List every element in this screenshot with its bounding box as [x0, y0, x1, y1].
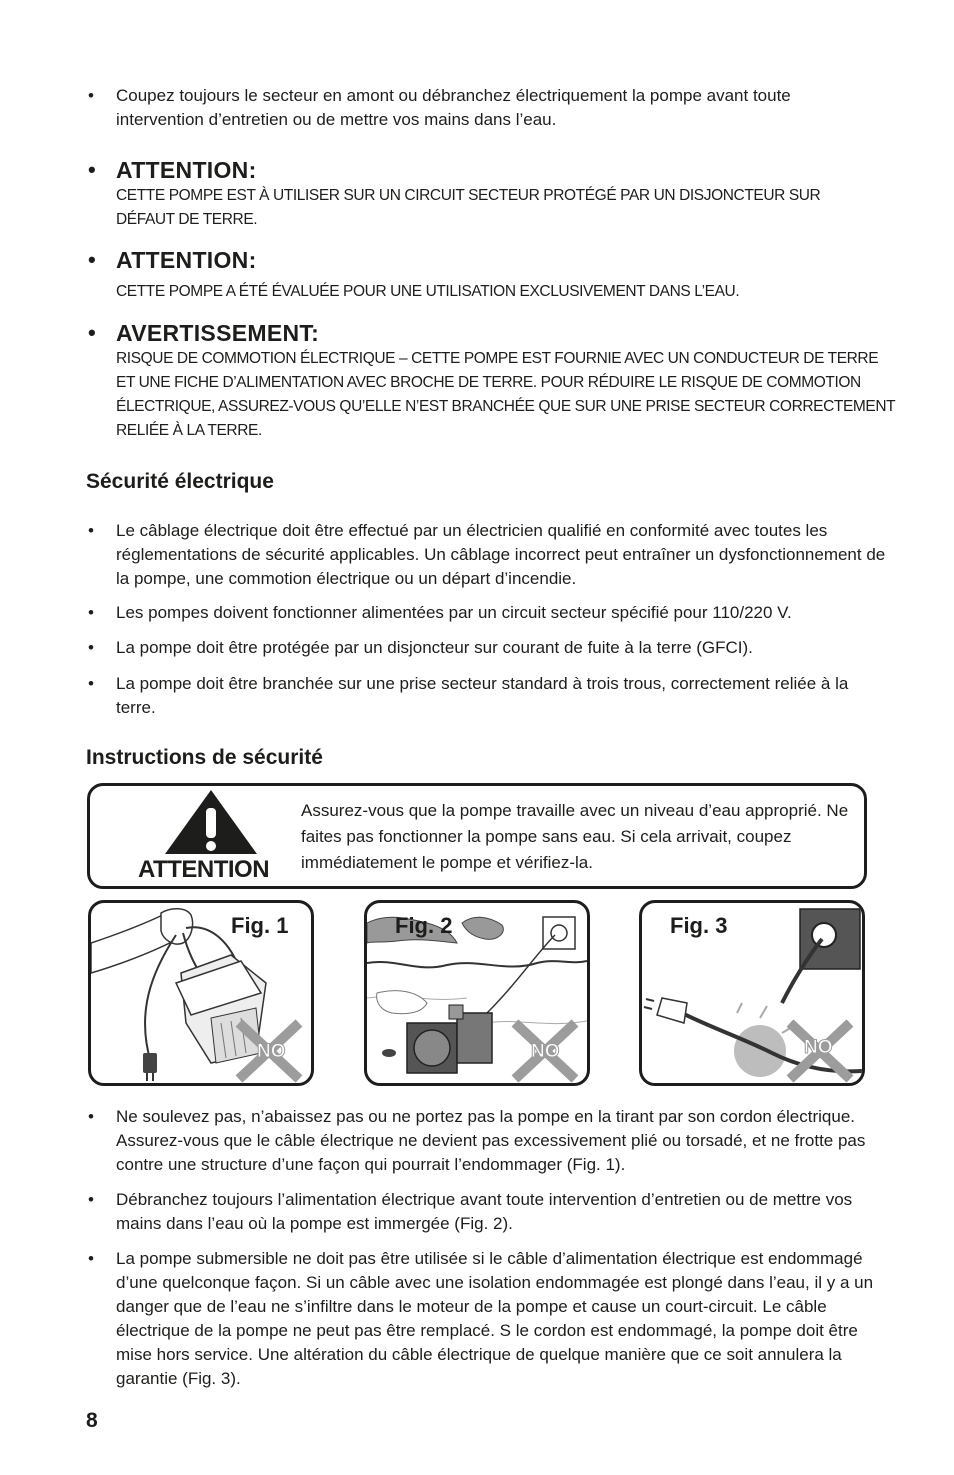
heading-electrical-safety: Sécurité électrique	[86, 470, 274, 493]
figure-2	[364, 900, 590, 1086]
figure-1	[88, 900, 314, 1086]
warning-title: AVERTISSEMENT:	[116, 320, 320, 346]
list-item-text: Les pompes doivent fonctionner alimentées par un circuit secteur spécifié pour 110/220 V.	[116, 603, 792, 622]
list-item	[88, 672, 888, 720]
heading-safety-instructions: Instructions de sécurité	[86, 746, 323, 769]
list-item-text: Ne soulevez pas, n’abaissez pas ou ne portez pas la pompe en la tirant par son cordon électrique. Assurez-vous que le câble électrique ne devient pas excessivement plié ou torsadé, et ne frotte pas contre une structure d’une façon qui pourrait l’endommager (Fig. 1).	[116, 1107, 866, 1174]
figure-label: Fig. 3	[670, 913, 728, 938]
bullet-dot: •	[88, 674, 94, 693]
list-item	[88, 601, 888, 625]
list-item-text: La pompe doit être branchée sur une prise secteur standard à trois trous, correctement reliée à la terre.	[116, 674, 849, 717]
bullet-unplug	[88, 84, 888, 132]
warning-attention-1	[88, 156, 888, 232]
figure-label: Fig. 2	[395, 913, 453, 938]
warning-avertissement	[88, 319, 895, 443]
warning-attention-2	[88, 246, 888, 304]
list-item	[88, 519, 888, 591]
list-item	[88, 1247, 888, 1391]
warning-title: ATTENTION:	[116, 247, 257, 273]
bullet-dot: •	[88, 603, 94, 622]
bullet-dot: •	[88, 247, 96, 272]
warning-body: RISQUE DE COMMOTION ÉLECTRIQUE – CETTE POMPE EST FOURNIE AVEC UN CONDUCTEUR DE TERRE ET UNE FICHE D’ALIMENTATION AVEC BROCHE DE TERRE. POUR RÉDUIRE LE RISQUE DE COMMOTION ÉLECTRIQUE, ASSUREZ-VOUS QU’ELLE N’EST BRANCHÉE QUE SUR UNE PRISE SECTEUR CORRECTEMENT RELIÉE À LA TERRE.	[116, 350, 895, 439]
list-item	[88, 636, 888, 660]
callout-text: Assurez-vous que la pompe travaille avec un niveau d’eau approprié. Ne faites pas fonctionner la pompe sans eau. Si cela arrivait, coupez immédiatement le pompe et vérifiez-la.	[301, 801, 849, 872]
list-item-text: La pompe submersible ne doit pas être utilisée si le câble d’alimentation électrique est endommagé d’une quelconque façon. Si un câble avec une isolation endommagée est plongé dans l’eau, il y a un danger que de l’eau ne s’infiltre dans le moteur de la pompe et cause un court-circuit. Le câble électrique de la pompe ne peut pas être remplacé. S le cordon est endommagé, la pompe doit être mise hors service. Une altération du câble électrique de quelque manière que ce soit annulera la garantie (Fig. 3).	[116, 1249, 874, 1388]
bullet-dot: •	[88, 86, 94, 105]
warning-body: CETTE POMPE EST À UTILISER SUR UN CIRCUIT SECTEUR PROTÉGÉ PAR UN DISJONCTEUR SUR DÉFAUT DE TERRE.	[116, 187, 821, 228]
warning-title: ATTENTION:	[116, 157, 257, 183]
bullet-dot: •	[88, 638, 94, 657]
bullet-dot: •	[88, 1190, 94, 1209]
list-item-text: La pompe doit être protégée par un disjoncteur sur courant de fuite à la terre (GFCI).	[116, 638, 753, 657]
page-number: 8	[86, 1409, 98, 1432]
bullet-dot: •	[88, 157, 96, 182]
bullet-dot: •	[88, 521, 94, 540]
no-badge: NO	[804, 1037, 833, 1058]
list-item	[88, 1105, 888, 1177]
figure-label: Fig. 1	[231, 913, 289, 938]
no-badge: NO	[257, 1041, 286, 1062]
callout-label: ATTENTION	[138, 856, 270, 883]
list-item-text: Le câblage électrique doit être effectué par un électricien qualifié en conformité avec toutes les réglementations de sécurité applicables. Un câblage incorrect peut entraîner un dysfonctionnement de la pompe, une commotion électrique ou un départ d’incendie.	[116, 521, 886, 588]
bullet-text: Coupez toujours le secteur en amont ou débranchez électriquement la pompe avant toute intervention d’entretien ou de mettre vos mains dans l’eau.	[116, 86, 791, 129]
warning-triangle-icon	[163, 788, 259, 856]
list-item-text: Débranchez toujours l’alimentation électrique avant toute intervention d’entretien ou de mettre vos mains dans l’eau où la pompe est immergée (Fig. 2).	[116, 1190, 853, 1233]
warning-body: CETTE POMPE A ÉTÉ ÉVALUÉE POUR UNE UTILISATION EXCLUSIVEMENT DANS L’EAU.	[116, 283, 740, 300]
bullet-dot: •	[88, 1249, 94, 1268]
no-badge: NO	[531, 1041, 560, 1062]
figure-3	[639, 900, 865, 1086]
bullet-dot: •	[88, 1107, 94, 1126]
attention-callout	[87, 783, 867, 889]
list-item	[88, 1188, 888, 1236]
bullet-dot: •	[88, 320, 96, 345]
